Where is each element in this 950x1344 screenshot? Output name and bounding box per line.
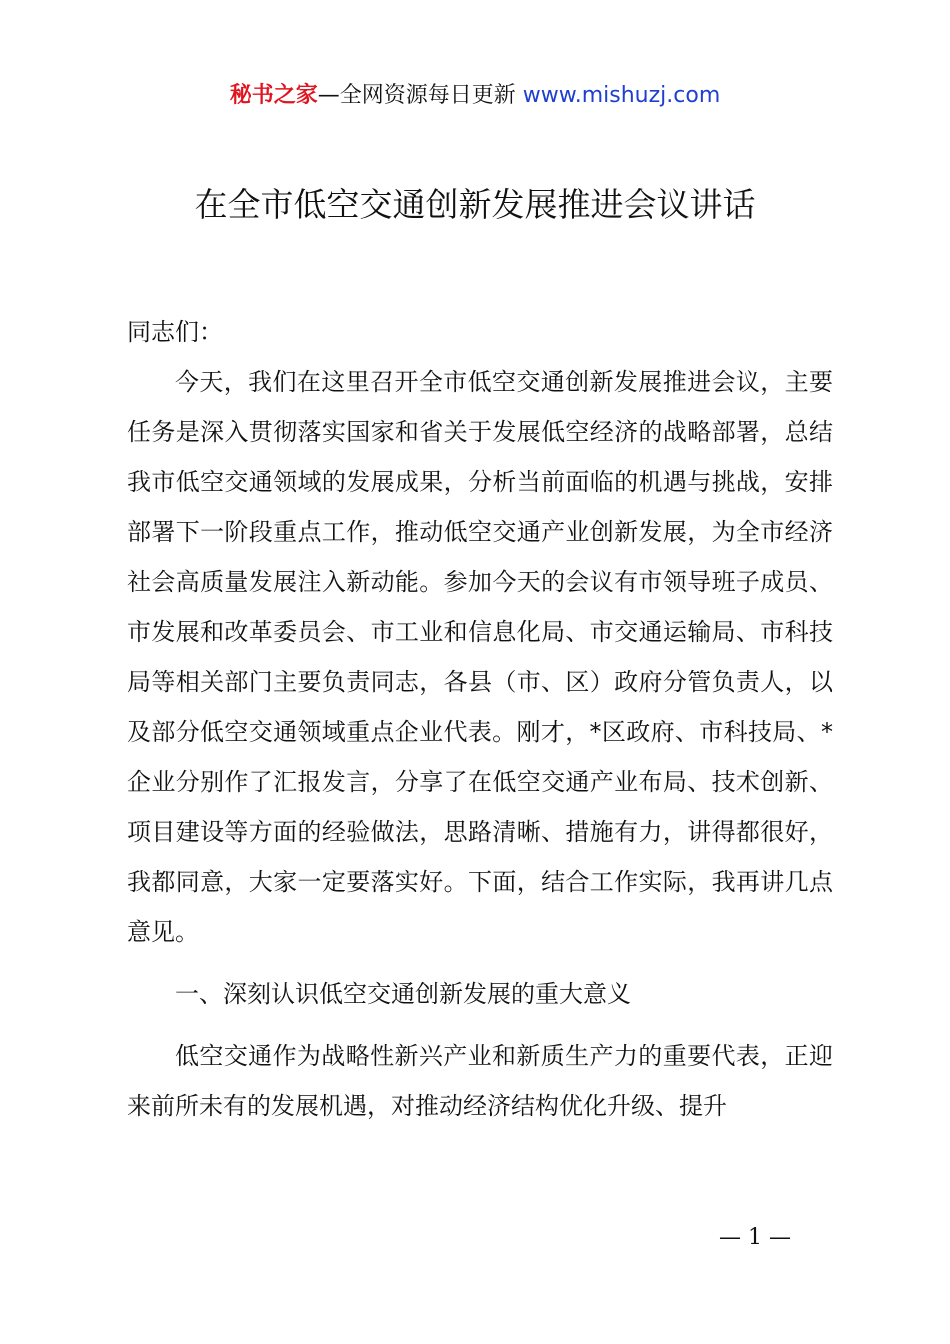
salutation: 同志们：	[127, 318, 223, 346]
site-tagline: —全网资源每日更新	[317, 83, 523, 108]
site-url-link[interactable]: www.mishuzj.com	[522, 83, 721, 108]
site-header	[0, 80, 950, 112]
site-brand: 秘书之家	[229, 83, 318, 108]
section-heading-1: 一、深刻认识低空交通创新发展的重大意义	[175, 980, 631, 1008]
paragraph-section-1: 低空交通作为战略性新兴产业和新质生产力的重要代表，正迎来前所未有的发展机遇，对推动经济结构优化升级、提升	[127, 1042, 833, 1120]
paragraph-opening: 今天，我们在这里召开全市低空交通创新发展推进会议，主要任务是深入贯彻落实国家和省关于发展低空经济的战略部署，总结我市低空交通领域的发展成果，分析当前面临的机遇与挑战，安排部署下一阶段重点工作，推动低空交通产业创新发展，为全市经济社会高质量发展注入新动能。参加今天的会议有市领导班子成员、市发展和改革委员会、市工业和信息化局、市交通运输局、市科技局等相关部门主要负责同志，各县（市、区）政府分管负责人，以及部分低空交通领域重点企业代表。刚才，*区政府、市科技局、*企业分别作了汇报发言，分享了在低空交通产业布局、技术创新、项目建设等方面的经验做法，思路清晰、措施有力，讲得都很好，我都同意，大家一定要落实好。下面，结合工作实际，我再讲几点意见。	[127, 368, 833, 946]
document-body	[127, 307, 833, 1131]
document-title: 在全市低空交通创新发展推进会议讲话	[194, 185, 756, 224]
page-number: — 1 —	[719, 1225, 791, 1250]
